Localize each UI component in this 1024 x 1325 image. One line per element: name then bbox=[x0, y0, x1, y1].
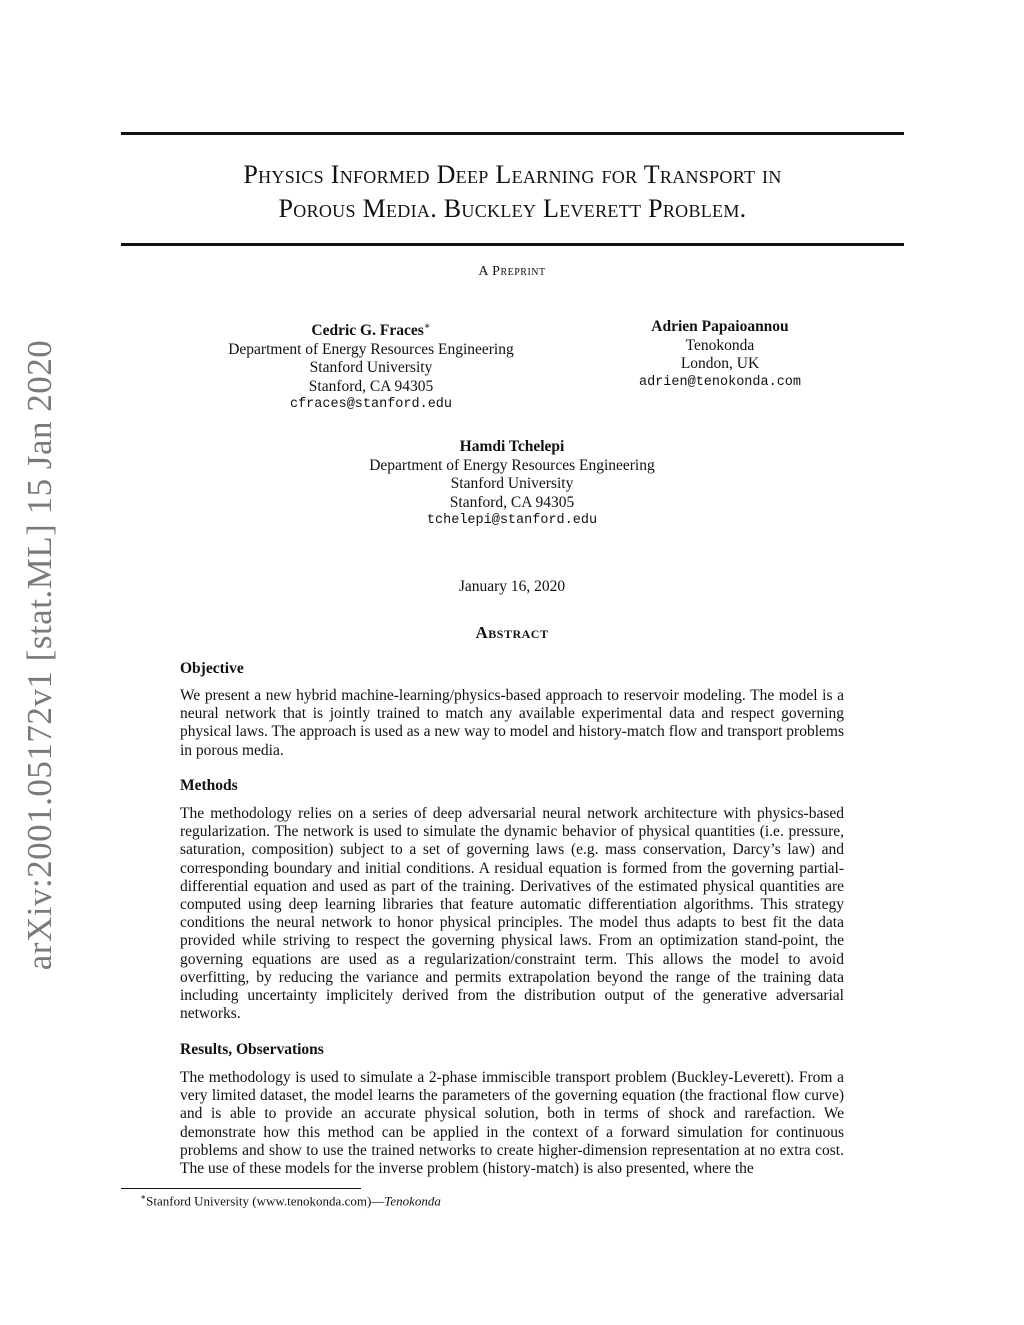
paper-date: January 16, 2020 bbox=[458, 578, 566, 595]
methods-text: The methodology relies on a series of deep adversarial neural network architecture with physics-based regularization. The network is used to simulate the dynamic behavior of physical quantities (i.e. pressure, saturation, composition) subject to a set of governing laws (e.g. mass conservation, Darcy’s law) and corresponding boundary and initial conditions. A residual equation is formed from the governing partial-differential equation and used as part of the training. Derivatives of the estimated physical quantities are computed using deep learning libraries that feature automatic differentiation algorithms. This strategy conditions the neural network to honor physical principles. The model thus adapts to best fit the data provided while striving to respect the governing physical laws. From an optimization stand-point, the governing equations are used as a regularization/constraint term. This allows the model to avoid overfitting, by reducing the variance and permits extrapolation beyond the range of the training data including uncertainty implicitely derived from the distribution output of the generative adversarial networks. bbox=[180, 805, 844, 1023]
footnote-rule bbox=[121, 1188, 361, 1189]
author-affiliation: Tenokonda bbox=[685, 336, 755, 354]
author-name: Cedric G. Fraces bbox=[311, 322, 424, 340]
abstract-heading: Abstract bbox=[475, 623, 549, 642]
author-affiliation: Department of Energy Resources Engineering bbox=[228, 340, 514, 358]
author-name: Adrien Papaioannou bbox=[651, 318, 789, 335]
objective-heading: Objective bbox=[180, 660, 244, 677]
objective-text: We present a new hybrid machine-learning/physics-based approach to reservoir modeling. The model is a neural network that is jointly trained to match any available experimental data and respect governing physical laws. The approach is used as a new way to model and history-match flow and transport problems in porous media. bbox=[180, 687, 844, 759]
author-email: tchelepi@stanford.edu bbox=[426, 513, 598, 528]
author-block-tchelepi bbox=[312, 438, 712, 531]
paper-title bbox=[121, 158, 904, 226]
author-block-fraces bbox=[181, 318, 561, 415]
results-heading: Results, Observations bbox=[180, 1041, 324, 1058]
author-location: Stanford, CA 94305 bbox=[308, 377, 434, 395]
preprint-label: A Preprint bbox=[478, 264, 546, 279]
footnote bbox=[140, 1192, 441, 1209]
author-email: adrien@tenokonda.com bbox=[638, 374, 802, 390]
footnote-marker: ∗ bbox=[423, 321, 431, 332]
author-location: London, UK bbox=[680, 355, 760, 372]
author-location: Stanford, CA 94305 bbox=[449, 493, 575, 511]
author-email: cfraces@stanford.edu bbox=[289, 397, 453, 413]
footnote-marker: ∗ bbox=[140, 1192, 147, 1202]
footnote-emphasis: Tenokonda bbox=[384, 1193, 441, 1209]
author-institution: Stanford University bbox=[450, 475, 574, 492]
footnote-text: Stanford University (www.tenokonda.com)— bbox=[146, 1193, 385, 1209]
author-institution: Stanford University bbox=[309, 359, 433, 377]
author-affiliation: Department of Energy Resources Engineering bbox=[369, 456, 655, 474]
methods-heading: Methods bbox=[180, 777, 238, 794]
title-bottom-rule bbox=[121, 243, 904, 246]
title-top-rule bbox=[121, 132, 904, 135]
author-name: Hamdi Tchelepi bbox=[459, 438, 565, 455]
results-text: The methodology is used to simulate a 2-phase immiscible transport problem (Buckley-Leverett). From a very limited dataset, the model learns the parameters of the governing equation (the fractional flow curve) and is able to provide an accurate physical solution, both in terms of shock and rarefaction. We demonstrate how this method can be applied in the context of a forward simulation for continuous problems and show to use the trained networks to create higher-dimension representation at no extra cost. The use of these models for the inverse problem (history-match) is also presented, where the bbox=[180, 1069, 844, 1178]
author-block-papaioannou bbox=[590, 318, 850, 392]
title-line-1: Physics Informed Deep Learning for Transport in bbox=[243, 160, 782, 189]
arxiv-identifier: arXiv:2001.05172v1 [stat.ML] 15 Jan 2020 bbox=[20, 339, 59, 971]
title-line-2: Porous Media. Buckley Leverett Problem. bbox=[278, 194, 747, 223]
